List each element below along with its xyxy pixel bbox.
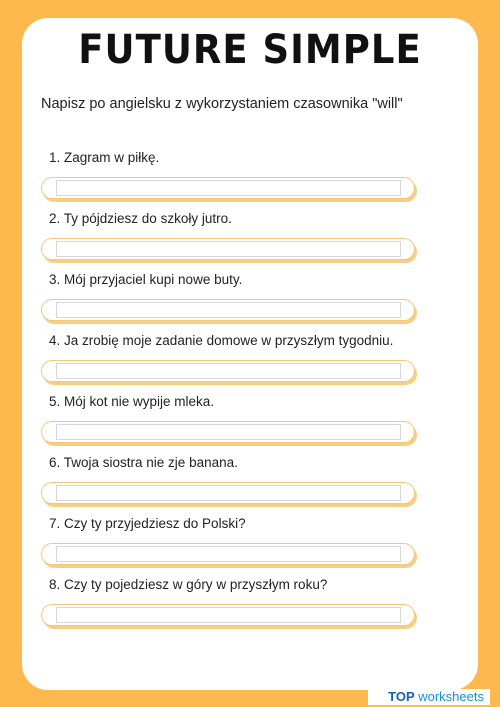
answer-8-box xyxy=(41,604,415,626)
worksheet-title: FUTURE SIMPLE xyxy=(78,26,422,73)
answer-3-box xyxy=(41,299,415,321)
answer-2-box xyxy=(41,238,415,260)
answer-6-input[interactable] xyxy=(56,485,401,501)
question-5-label: 5. Mój kot nie wypije mleka. xyxy=(49,394,215,409)
answer-5-input[interactable] xyxy=(56,424,401,440)
topworksheets-logo xyxy=(368,689,490,705)
question-8-label: 8. Czy ty pojedziesz w góry w przyszłym roku? xyxy=(49,577,328,592)
answer-4-box xyxy=(41,360,415,382)
answer-2-input[interactable] xyxy=(56,241,401,257)
answer-8-input[interactable] xyxy=(56,607,401,623)
question-3-label: 3. Mój przyjaciel kupi nowe buty. xyxy=(49,272,243,287)
answer-5-box xyxy=(41,421,415,443)
instruction-text: Napisz po angielsku z wykorzystaniem czasownika "will" xyxy=(41,96,403,112)
answer-7-input[interactable] xyxy=(56,546,401,562)
answer-3-input[interactable] xyxy=(56,302,401,318)
logo-part-worksheets: worksheets xyxy=(414,689,484,704)
logo-part-top: TOP xyxy=(388,689,415,704)
question-1-label: 1. Zagram w piłkę. xyxy=(49,150,160,165)
question-6-label: 6. Twoja siostra nie zje banana. xyxy=(49,455,238,470)
answer-6-box xyxy=(41,482,415,504)
answer-7-box xyxy=(41,543,415,565)
answer-1-input[interactable] xyxy=(56,180,401,196)
question-4-label: 4. Ja zrobię moje zadanie domowe w przyszłym tygodniu. xyxy=(49,333,394,348)
question-7-label: 7. Czy ty przyjedziesz do Polski? xyxy=(49,516,246,531)
answer-4-input[interactable] xyxy=(56,363,401,379)
answer-1-box xyxy=(41,177,415,199)
worksheet-sheet xyxy=(22,18,478,690)
question-2-label: 2. Ty pójdziesz do szkoły jutro. xyxy=(49,211,232,226)
